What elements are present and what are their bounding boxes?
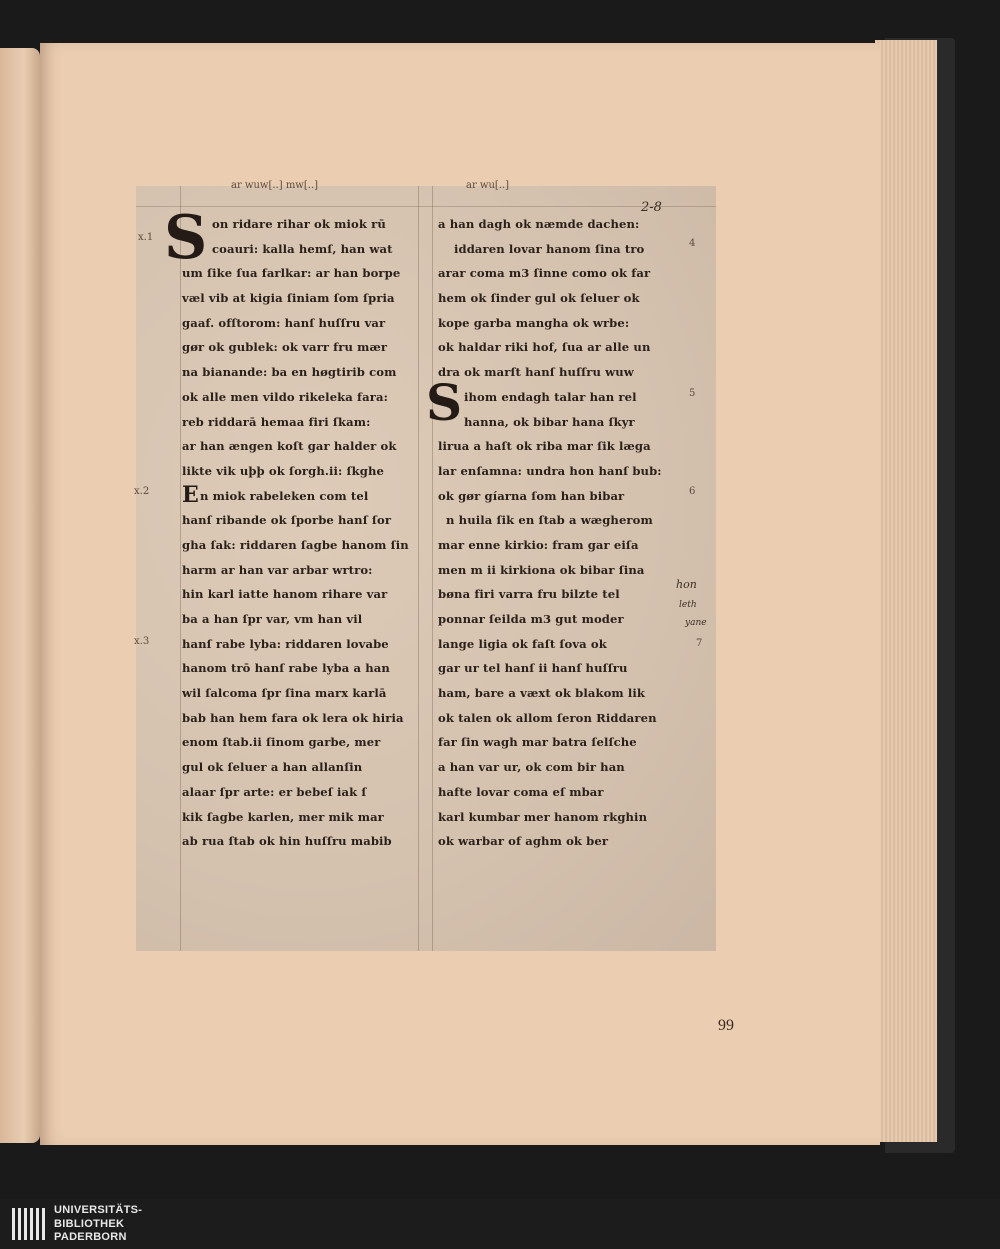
manuscript-line: ok warbar of aghm ok ber [438,834,609,849]
margin-note-left: x.2 [134,486,150,497]
manuscript-column-left [182,212,430,854]
manuscript-line: væl vib at kigia ſiniam ſom ſpria [182,291,395,306]
manuscript-line: coauri: kalla hemſ, han wat [212,241,393,256]
library-name [54,1204,142,1245]
manuscript-line: kik ſagbe karlen, mer mik mar [182,809,384,824]
ruling-line [136,206,716,207]
folio-note: 2-8 [641,200,662,215]
top-note-right: ar wu[..] [466,180,510,191]
manuscript-line: harm ar han var arbar wrtro: [182,562,373,577]
manuscript-line: a han var ur, ok com bir han [438,760,625,775]
manuscript-line: enom ſtab.ii ſinom garbe, mer [182,735,381,750]
manuscript-line: ham, bare a væxt ok blakom lik [438,686,646,701]
manuscript-line: ok haldar riki hof, ſua ar alle un [438,340,651,355]
manuscript-line: arar coma m3 ſinne como ok far [438,266,651,281]
library-name-line: UNIVERSITÄTS- [54,1204,143,1216]
margin-note-left: x.3 [134,636,150,647]
manuscript-line: ab rua ſtab ok hin huſſru mabib [182,834,392,849]
manuscript-line: gaaf. ofſtorom: hanſ huſſru var [182,315,386,330]
manuscript-line: hanſ rabe lyba: riddaren lovabe [182,636,389,651]
manuscript-line: far ſin wagh mar batra ſelſche [438,735,637,750]
library-logo-icon [10,1202,50,1246]
manuscript-line: gha ſak: riddaren ſagbe hanom ſin [182,537,409,552]
manuscript-line: gul ok ſeluer a han allanſin [182,760,363,775]
manuscript-line: lange ligia ok faſt ſova ok [438,636,607,651]
manuscript-line: on ridare rihar ok miok rū [212,217,386,231]
manuscript-line: karl kumbar mer hanom rkghin [438,809,648,824]
manuscript-line: bab han hem fara ok lera ok hiria [182,710,404,725]
manuscript-line: hanom trō hanſ rabe lyba a han [182,661,390,676]
manuscript-line: kope garba mangha ok wrbe: [438,315,630,330]
handwritten-note: leth [679,600,697,610]
manuscript-line: a han dagh ok næmde dachen: [438,217,640,231]
manuscript-line: gar ur tel hanſ ii hanſ huſſru [438,661,628,676]
left-page-edge [0,48,40,1143]
manuscript-line: bøna firi varra fru bilzte tel [438,587,620,602]
manuscript-line: ok gør gíarna ſom han bibar [438,488,625,503]
margin-note-right: 6 [689,486,696,497]
manuscript-line: hem ok ſinder gul ok ſeluer ok [438,291,640,306]
page-edges [875,40,937,1142]
initial-letter: S [426,373,463,432]
margin-note-right: 5 [689,388,696,399]
manuscript-line: dra ok marſt hanſ huſſru wuw [438,365,634,380]
margin-note-left: x.1 [138,232,154,243]
library-name-line: PADERBORN [54,1231,127,1243]
margin-note-right: 7 [696,638,703,649]
top-note-left: ar wuw[..] mw[..] [231,180,319,191]
manuscript-line: gør ok gublek: ok varr fru mær [182,340,388,355]
margin-note-right: 4 [689,238,696,249]
manuscript-line: reb riddarā hemaa firi ſkam: [182,414,371,429]
manuscript-line: hanſ ribande ok ſporbe hanſ ſor [182,513,392,528]
page-number: 99 [718,1017,734,1034]
manuscript-line: alaar ſpr arte: er bebeſ iak ſ [182,784,367,799]
manuscript-line: likte vik uþþ ok ſorgh.ii: ſkghe [182,463,384,478]
manuscript-line: na bianande: ba en høgtirib com [182,365,397,380]
manuscript-facsimile [134,180,716,951]
manuscript-line: lirua a haſt ok riba mar ſik læga [438,439,651,454]
manuscript-column-right [438,212,713,854]
initial-letter: S [164,203,208,273]
initial-letter: E [182,482,199,508]
manuscript-line: ponnar ſeilda m3 gut moder [438,612,624,626]
manuscript-line: n huila ſik en ſtab a wægherom [446,513,653,528]
manuscript-line: ba a han ſpr var, vm han vil [182,612,363,626]
manuscript-line: wil ſalcoma ſpr ſina marx karlā [182,686,387,701]
library-footer [0,1199,1000,1249]
manuscript-line: mar enne kirkio: fram gar eiſa [438,537,639,552]
manuscript-line: hafte lovar coma eſ mbar [438,784,604,799]
manuscript-line: lar enſamna: undra hon hanſ bub: [438,463,662,478]
handwritten-note: hon [676,578,697,591]
manuscript-line: ar han ængen koſt gar halder ok [182,439,397,454]
ruling-line [180,186,181,951]
manuscript-line: n miok rabeleken com tel [200,488,369,503]
manuscript-line: ok talen ok allom ſeron Riddaren [438,710,657,725]
handwritten-note: yane [685,618,707,628]
manuscript-line: hin karl iatte hanom rihare var [182,587,388,602]
manuscript-line: iddaren lovar hanom ſina tro [454,241,645,256]
manuscript-line: men m ii kirkiona ok bibar ſina [438,562,645,577]
library-name-line: BIBLIOTHEK [54,1217,125,1230]
manuscript-line: um ſike ſua farlkar: ar han borpe [182,266,401,281]
manuscript-line: ihom endagh talar han rel [464,389,637,404]
manuscript-line: hanna, ok bibar hana ſkyr [464,414,635,429]
ruling-line [432,186,433,951]
manuscript-line: ok alle men vildo rikeleka fara: [182,389,388,404]
